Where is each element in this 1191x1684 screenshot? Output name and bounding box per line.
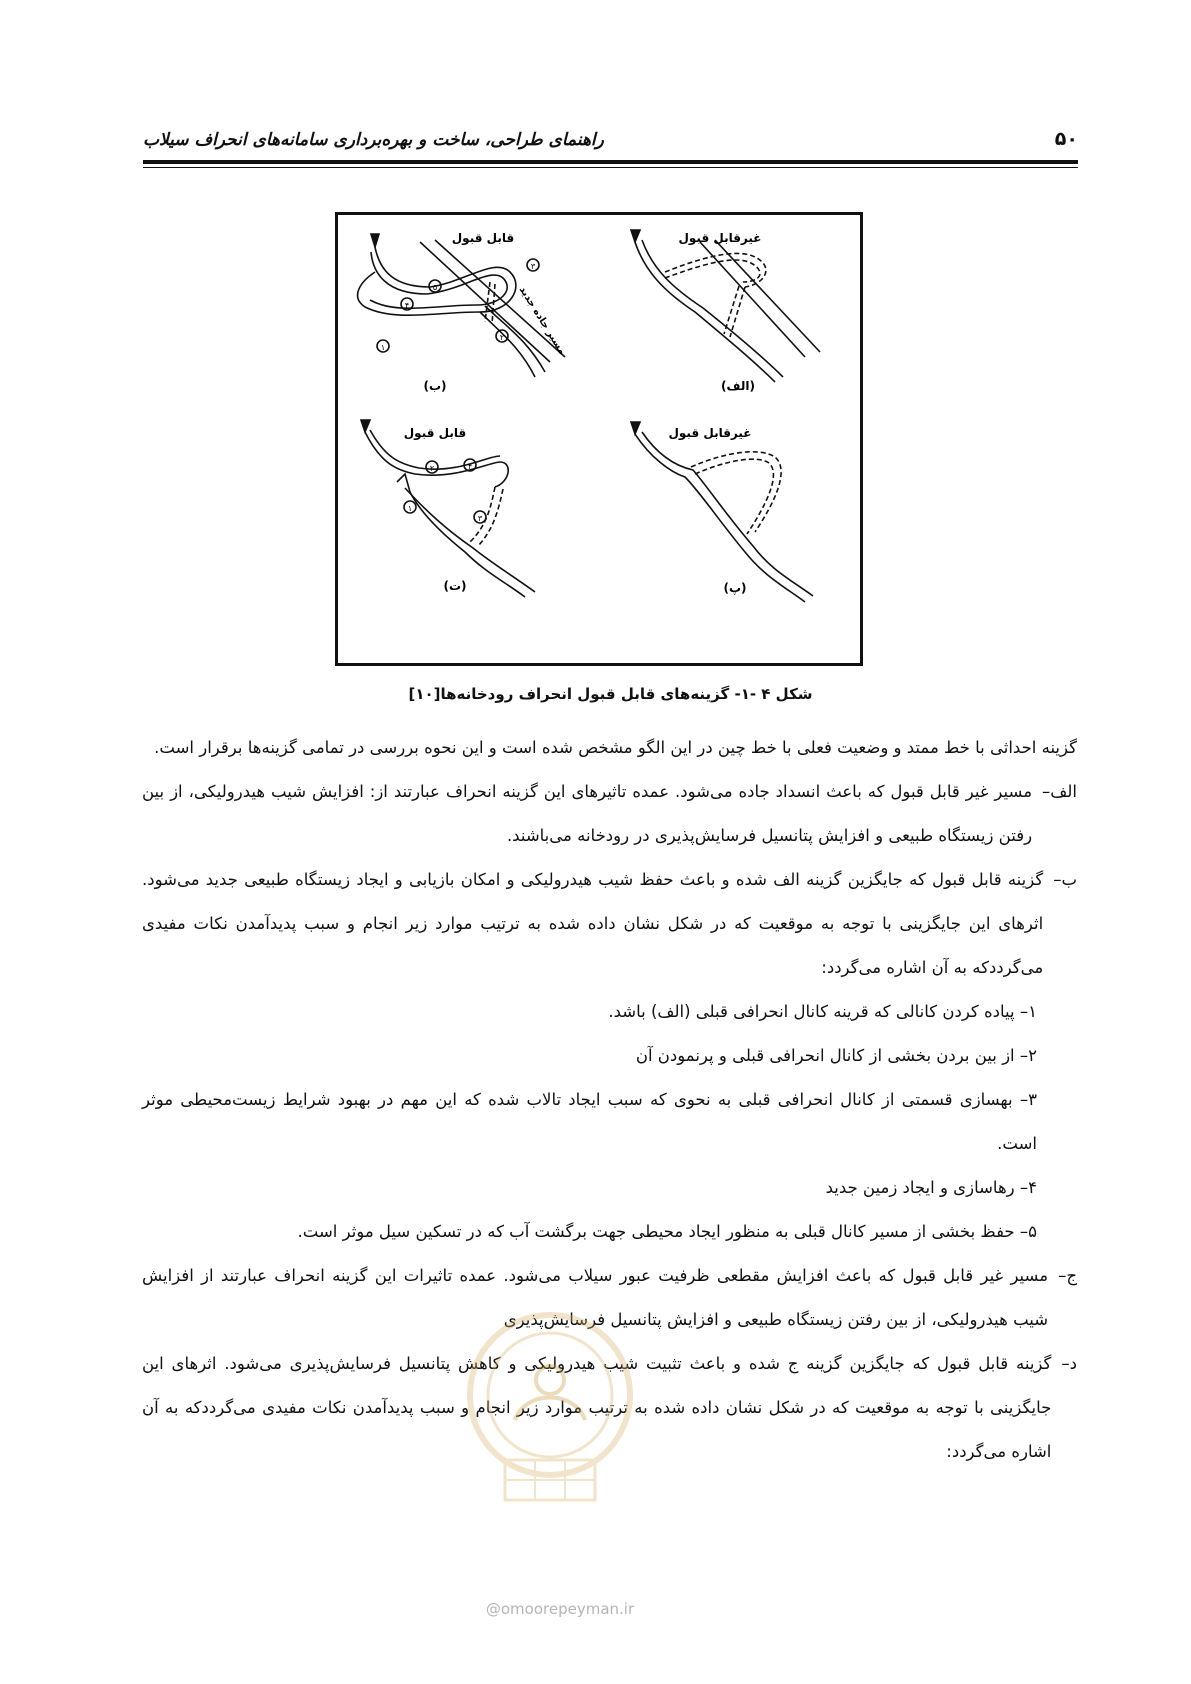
panel-alef-tag: غیرقابل قبول <box>678 231 762 245</box>
at-icon: @ <box>485 1600 501 1618</box>
sub-item-3: ۳– بهسازی قسمتی از کانال انحرافی قبلی به نحوی که سبب ایجاد تالاب شده که این مهم در بهبود شرایط زیست‌محیطی موثر است. <box>142 1090 1037 1153</box>
panel-be-marker-4: ۴ <box>404 301 410 310</box>
website-watermark <box>430 1600 690 1618</box>
running-title: راهنمای طراحی، ساخت و بهره‌برداری سامانه‌های انحراف سیلاب <box>143 130 604 150</box>
header-rule-thick <box>143 160 1078 164</box>
website-text: omoorepeyman.ir <box>500 1600 635 1618</box>
figure-river-diversion <box>335 212 863 666</box>
panel-be-marker-2: ۲ <box>499 333 505 342</box>
figure-diagram <box>335 212 863 666</box>
panel-be-road-label: مسیر جاده جدید <box>516 284 568 357</box>
sub-item-5: ۵– حفظ بخشی از مسیر کانال قبلی به منظور ایجاد محیطی جهت برگشت آب که در تسکین سیل موثر است. <box>297 1222 1037 1241</box>
list-item-text: مسیر غیر قابل قبول که باعث انسداد جاده می‌شود. عمده تاثیرهای این گزینه انحراف عبارتند از: افزایش شیب هیدرولیکی، از بین رفتن زیستگاه طبیعی و افزایش پتانسیل فرسایش‌پذیری در رودخانه می‌باشند. <box>142 782 1033 845</box>
page-header <box>143 128 1078 154</box>
list-item-alef <box>142 770 1077 858</box>
page-number: ۵۰ <box>1054 128 1078 150</box>
sub-item-2: ۲– از بین بردن بخشی از کانال انحرافی قبلی و پرنمودن آن <box>635 1046 1037 1065</box>
panel-te-marker-2: ۲ <box>429 464 435 473</box>
list-item-label: الف– <box>1042 782 1077 801</box>
panel-alef-label: (الف) <box>721 379 755 393</box>
panel-te-marker-1: ۱ <box>407 504 413 513</box>
header-rule-thin <box>143 167 1078 168</box>
panel-be-marker-3: ۳ <box>530 262 536 271</box>
panel-te-label: (ت) <box>443 579 467 593</box>
panel-te-marker-3: ۳ <box>477 514 483 523</box>
intro-paragraph: گزینه احداثی با خط ممتد و وضعیت فعلی با خط چین در این الگو مشخص شده است و این نحوه بررسی در تمامی گزینه‌ها برقرار است. <box>154 738 1077 757</box>
panel-be-tag: قابل قبول <box>451 231 515 245</box>
list-item-label: د– <box>1061 1354 1077 1373</box>
list-item-text: مسیر غیر قابل قبول که باعث افزایش مقطعی ظرفیت عبور سیلاب می‌شود. عمده تاثیرات این گزینه انحراف عبارتند از افزایش شیب هیدرولیکی، از بین رفتن زیستگاه طبیعی و افزایش پتانسیل فرسایش‌پذیری <box>142 1266 1049 1329</box>
list-item-be <box>142 858 1077 990</box>
panel-pe-label: (پ) <box>723 581 747 595</box>
figure-caption: شکل ۴ -۱- گزینه‌های قابل قبول انحراف رودخانه‌ها[۱۰] <box>408 685 813 703</box>
panel-te-marker-4: ۴ <box>467 462 473 471</box>
list-item-label: ج– <box>1058 1266 1077 1285</box>
sub-item-4: ۴– رهاسازی و ایجاد زمین جدید <box>825 1178 1037 1197</box>
panel-be-marker-5: ۵ <box>432 283 438 292</box>
panel-be-marker-1: ۱ <box>380 343 386 352</box>
list-item-label: ب– <box>1053 870 1077 889</box>
list-item-text: گزینه قابل قبول که جایگزین گزینه الف شده و باعث حفظ شیب هیدرولیکی و امکان بازیابی و ایجاد زیستگاه طبیعی جدید می‌شود. اثرهای این جایگزینی با توجه به موقعیت که در شکل نشان داده شده به ترتیب موارد زیر انجام و سبب پدیدآمدن نکات مفیدی می‌گرددکه به آن اشاره می‌گردد: <box>142 870 1044 977</box>
watermark-seal <box>455 1300 645 1520</box>
list-item-text: گزینه قابل قبول که جایگزین گزینه ج شده و باعث تثبیت شیب هیدرولیکی و کاهش پتانسیل فرسایش‌پذیری می‌شود. اثرهای این جایگزینی با توجه به موقعیت که در شکل نشان داده شده به ترتیب موارد زیر انجام و سبب پدیدآمدن نکات مفیدی می‌گرددکه به آن اشاره می‌گردد: <box>142 1354 1052 1461</box>
sub-item-1: ۱– پیاده کردن کانالی که قرینه کانال انحرافی قبلی (الف) باشد. <box>608 1002 1037 1021</box>
panel-te-tag: قابل قبول <box>403 426 467 440</box>
panel-be-label: (ب) <box>423 379 447 393</box>
panel-pe-tag: غیرقابل قبول <box>668 426 752 440</box>
